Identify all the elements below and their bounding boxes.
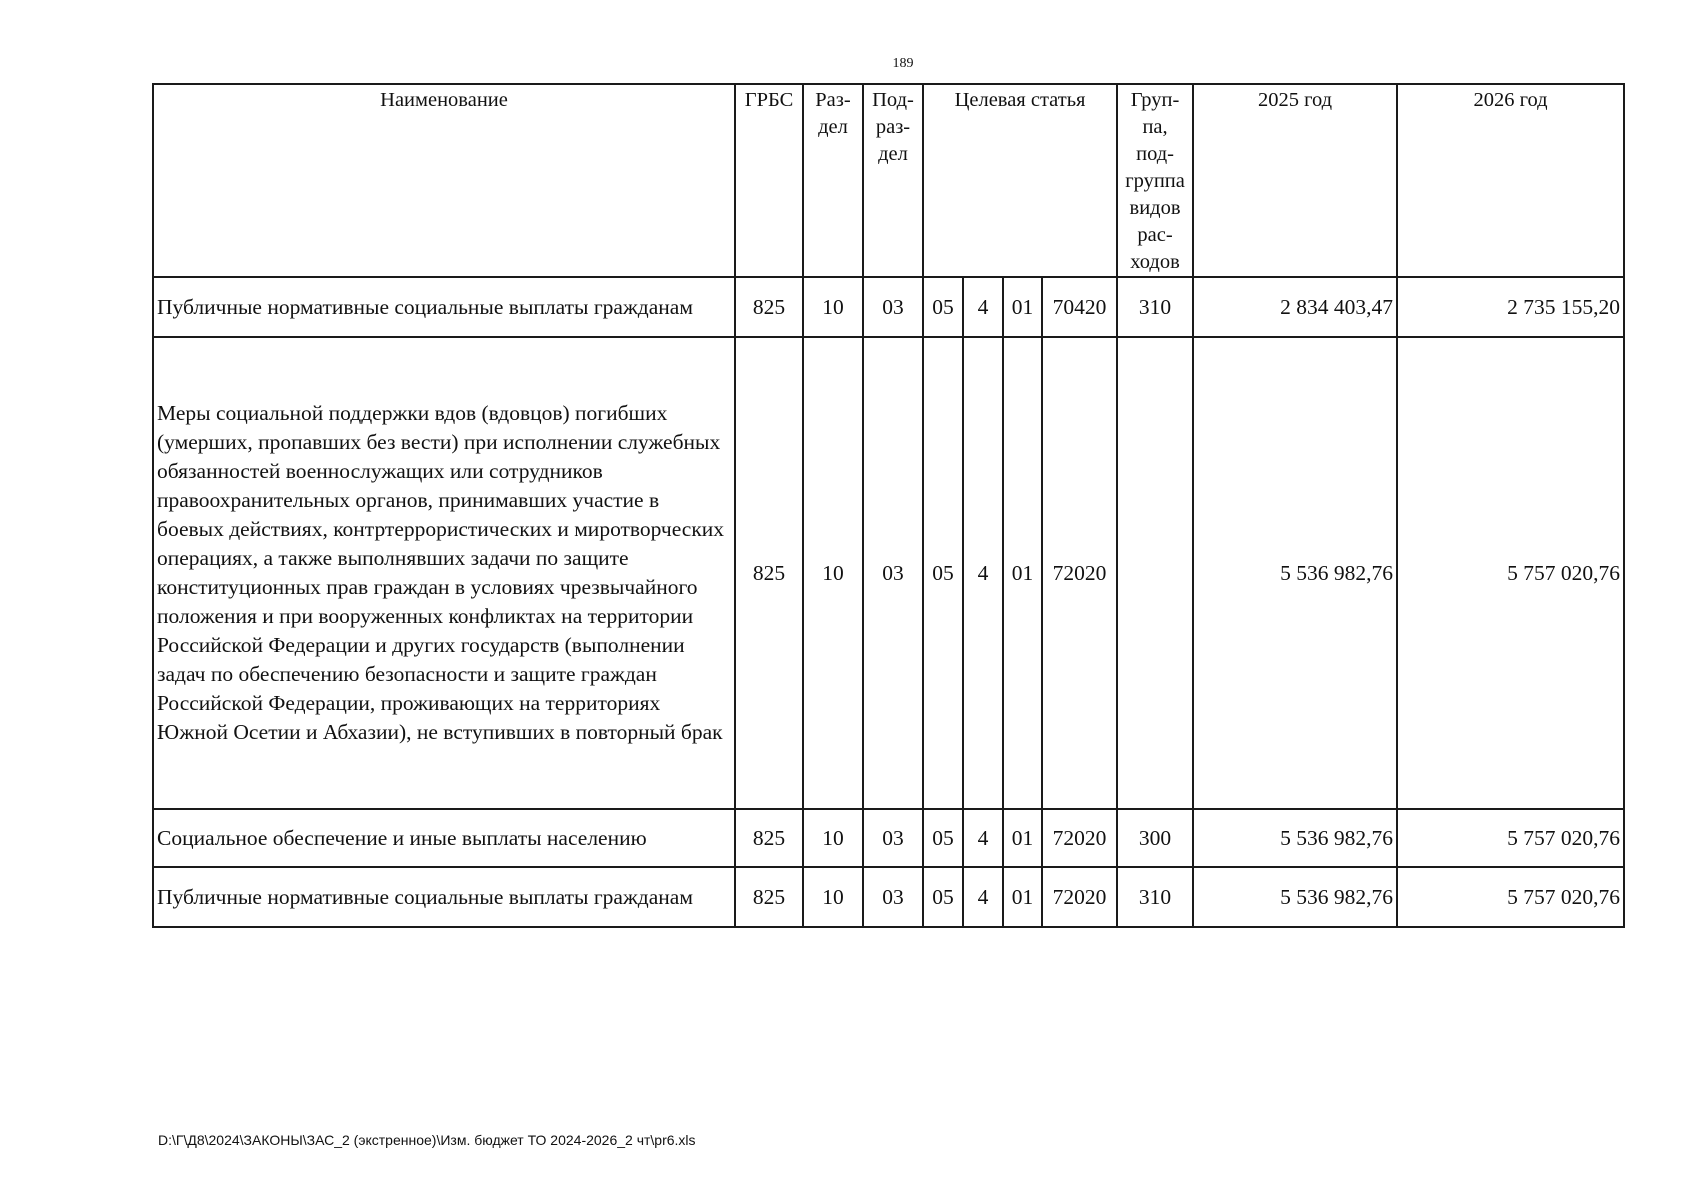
row-podrazdel: 03 xyxy=(863,809,923,867)
row-cs-type: 4 xyxy=(963,277,1003,337)
row-grbs: 825 xyxy=(735,337,803,809)
row-razdel: 10 xyxy=(803,867,863,927)
row-cs-subprogram: 01 xyxy=(1003,809,1042,867)
row-razdel: 10 xyxy=(803,337,863,809)
header-podrazdel: Под- раз- дел xyxy=(863,84,923,277)
row-cs-program: 05 xyxy=(923,277,963,337)
row-podrazdel: 03 xyxy=(863,337,923,809)
row-cs-program: 05 xyxy=(923,809,963,867)
row-podrazdel: 03 xyxy=(863,277,923,337)
row-cs-direction: 72020 xyxy=(1042,337,1117,809)
header-razdel: Раз- дел xyxy=(803,84,863,277)
row-amount-2026: 5 757 020,76 xyxy=(1397,337,1624,809)
row-cs-program: 05 xyxy=(923,337,963,809)
row-name: Социальное обеспечение и иные выплаты населению xyxy=(153,809,735,867)
row-cs-subprogram: 01 xyxy=(1003,867,1042,927)
row-cs-type: 4 xyxy=(963,867,1003,927)
table-row xyxy=(153,277,1624,337)
row-gruppa xyxy=(1117,337,1193,809)
header-name: Наименование xyxy=(153,84,735,277)
row-grbs: 825 xyxy=(735,809,803,867)
row-podrazdel: 03 xyxy=(863,867,923,927)
row-amount-2026: 5 757 020,76 xyxy=(1397,867,1624,927)
header-2025: 2025 год xyxy=(1193,84,1397,277)
row-cs-subprogram: 01 xyxy=(1003,337,1042,809)
row-amount-2026: 5 757 020,76 xyxy=(1397,809,1624,867)
row-cs-subprogram: 01 xyxy=(1003,277,1042,337)
row-cs-direction: 72020 xyxy=(1042,867,1117,927)
row-cs-type: 4 xyxy=(963,809,1003,867)
header-2026: 2026 год xyxy=(1397,84,1624,277)
row-cs-type: 4 xyxy=(963,337,1003,809)
row-name: Публичные нормативные социальные выплаты гражданам xyxy=(153,867,735,927)
row-grbs: 825 xyxy=(735,867,803,927)
row-cs-direction: 72020 xyxy=(1042,809,1117,867)
row-amount-2025: 5 536 982,76 xyxy=(1193,337,1397,809)
row-razdel: 10 xyxy=(803,277,863,337)
row-amount-2026: 2 735 155,20 xyxy=(1397,277,1624,337)
row-gruppa: 310 xyxy=(1117,277,1193,337)
table-row xyxy=(153,809,1624,867)
row-cs-direction: 70420 xyxy=(1042,277,1117,337)
row-cs-program: 05 xyxy=(923,867,963,927)
row-amount-2025: 5 536 982,76 xyxy=(1193,867,1397,927)
row-gruppa: 300 xyxy=(1117,809,1193,867)
header-grbs: ГРБС xyxy=(735,84,803,277)
row-amount-2025: 5 536 982,76 xyxy=(1193,809,1397,867)
row-grbs: 825 xyxy=(735,277,803,337)
footer-file-path: D:\Г\Д8\2024\ЗАКОНЫ\ЗАС_2 (экстренное)\Изм. бюджет ТО 2024-2026_2 чт\pr6.xls xyxy=(158,1132,696,1148)
row-name: Публичные нормативные социальные выплаты гражданам xyxy=(153,277,735,337)
row-gruppa: 310 xyxy=(1117,867,1193,927)
header-celevaya-statya: Целевая статья xyxy=(923,84,1117,277)
row-name: Меры социальной поддержки вдов (вдовцов) погибших (умерших, пропавших без вести) при исполнении служебных обязанностей военнослужащих или сотрудников правоохранительных органов, принимавших участие в боевых действиях, контртеррористических и миротворческих операциях, а также выполнявших задачи по защите конституционных прав граждан в условиях чрезвычайного положения и при вооруженных конфликтах на территории Российской Федерации и других государств (выполнении задач по обеспечению безопасности и защите граждан Российской Федерации, проживающих на территориях Южной Осетии и Абхазии), не вступивших в повторный брак xyxy=(153,337,735,809)
header-gruppa: Груп- па, под- группа видов рас- ходов xyxy=(1117,84,1193,277)
budget-table xyxy=(152,83,1625,928)
row-razdel: 10 xyxy=(803,809,863,867)
table-row xyxy=(153,337,1624,809)
table-row xyxy=(153,867,1624,927)
page-number: 189 xyxy=(892,56,914,71)
table-header-row xyxy=(153,84,1624,277)
row-amount-2025: 2 834 403,47 xyxy=(1193,277,1397,337)
